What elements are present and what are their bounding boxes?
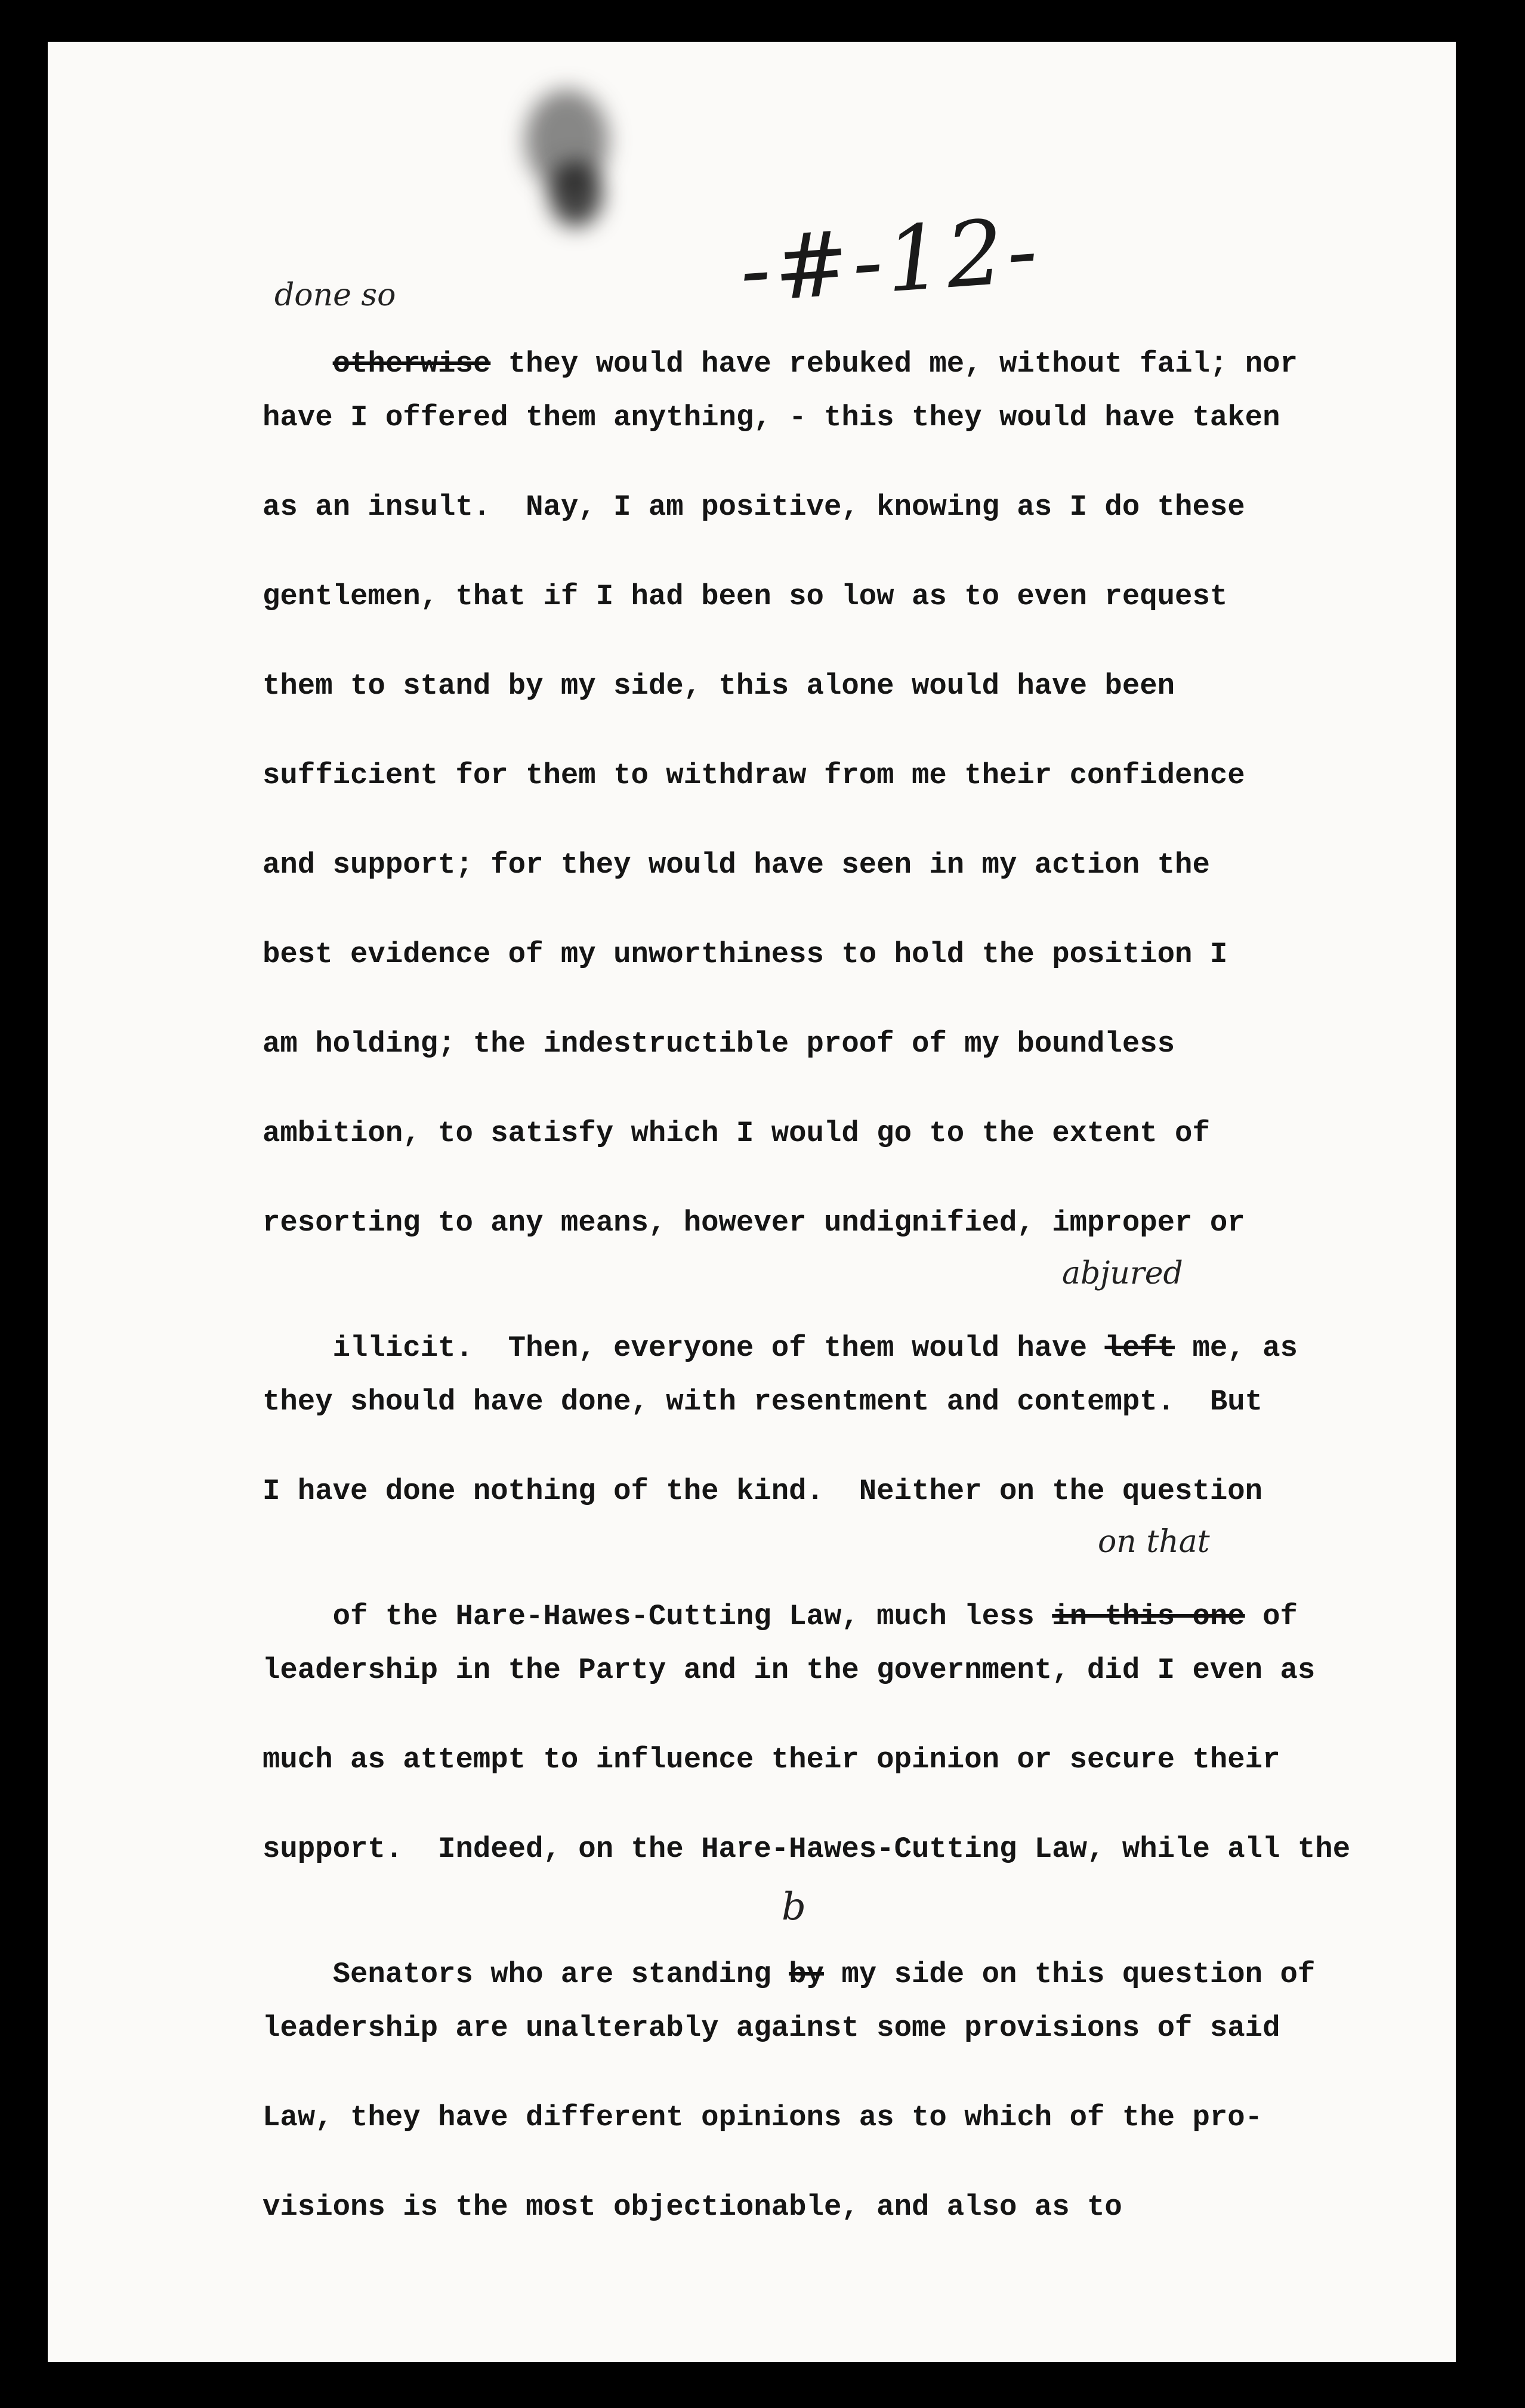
line-text: leadership in the Party and in the government, did I even as [263, 1653, 1316, 1687]
text-line [263, 2010, 1280, 2046]
struck-word: by [789, 1958, 824, 1991]
line-text: illicit. Then, everyone of them would have [332, 1331, 1088, 1365]
text-line [263, 1205, 1245, 1241]
struck-word: otherwise [332, 347, 491, 381]
line-text: I have done nothing of the kind. Neither on the question [263, 1475, 1263, 1508]
text-line [263, 2100, 1262, 2135]
line-text: of the Hare-Hawes-Cutting Law, much less [332, 1600, 1035, 1633]
text-line [263, 1742, 1280, 1778]
typed-text-body [263, 277, 1456, 2224]
line-text: ambition, to satisfy which I would go to the extent of [263, 1117, 1210, 1150]
handwritten-insertion: abjured [1062, 1256, 1183, 1291]
line-text: they would have rebuked me, without fail; nor [508, 347, 1298, 381]
text-line [263, 936, 1227, 972]
line-text: them to stand by my side, this alone would have been [263, 669, 1175, 703]
line-text: much as attempt to influence their opinion or secure their [263, 1743, 1280, 1776]
line-text: best evidence of my unworthiness to hold the position I [263, 938, 1228, 971]
handwritten-insertion: done so [274, 277, 396, 313]
line-text: sufficient for them to withdraw from me their confidence [263, 759, 1245, 792]
line-text: and support; for they would have seen in my action the [263, 848, 1210, 882]
text-line [263, 400, 1280, 435]
line-text: Senators who are standing [332, 1958, 771, 1991]
line-text: they should have done, with resentment and contempt. But [263, 1385, 1263, 1418]
text-line [263, 1384, 1262, 1420]
line-text: my side on this question of [823, 1958, 1316, 1991]
text-line [263, 847, 1210, 883]
line-text: have I offered them anything, - this they would have taken [263, 401, 1280, 434]
text-line [263, 1473, 1262, 1509]
line-text: support. Indeed, on the Hare-Hawes-Cutting Law, while all the [263, 1832, 1351, 1866]
text-line [263, 1652, 1315, 1688]
handwritten-insertion: b [782, 1885, 806, 1929]
text-line [263, 1026, 1175, 1062]
line-text: as an insult. Nay, I am positive, knowing as I do these [263, 490, 1245, 524]
text-line [263, 310, 1298, 381]
text-line [263, 1563, 1298, 1633]
ink-smudge [549, 161, 603, 227]
text-line [263, 2189, 1122, 2225]
line-text: of [1245, 1600, 1298, 1633]
text-line [263, 579, 1227, 614]
line-text: resorting to any means, however undignified, improper or [263, 1206, 1245, 1239]
handwritten-insertion: on that [1098, 1524, 1210, 1560]
struck-word: in this one [1052, 1600, 1245, 1633]
text-line [263, 1831, 1350, 1867]
text-line [263, 489, 1245, 525]
line-text: visions is the most objectionable, and also as to [263, 2190, 1122, 2224]
line-text: am holding; the indestructible proof of my boundless [263, 1027, 1175, 1061]
line-text: leadership are unalterably against some provisions of said [263, 2011, 1280, 2045]
text-line [263, 668, 1175, 704]
text-line [263, 1115, 1210, 1151]
text-line [263, 1294, 1298, 1365]
page-number: -#-12- [736, 198, 1045, 323]
line-text: me, as [1175, 1331, 1298, 1365]
text-line [263, 758, 1245, 793]
line-text: Law, they have different opinions as to which of the pro- [263, 2101, 1263, 2134]
struck-word: left [1104, 1331, 1175, 1365]
line-text: gentlemen, that if I had been so low as to even request [263, 580, 1228, 613]
